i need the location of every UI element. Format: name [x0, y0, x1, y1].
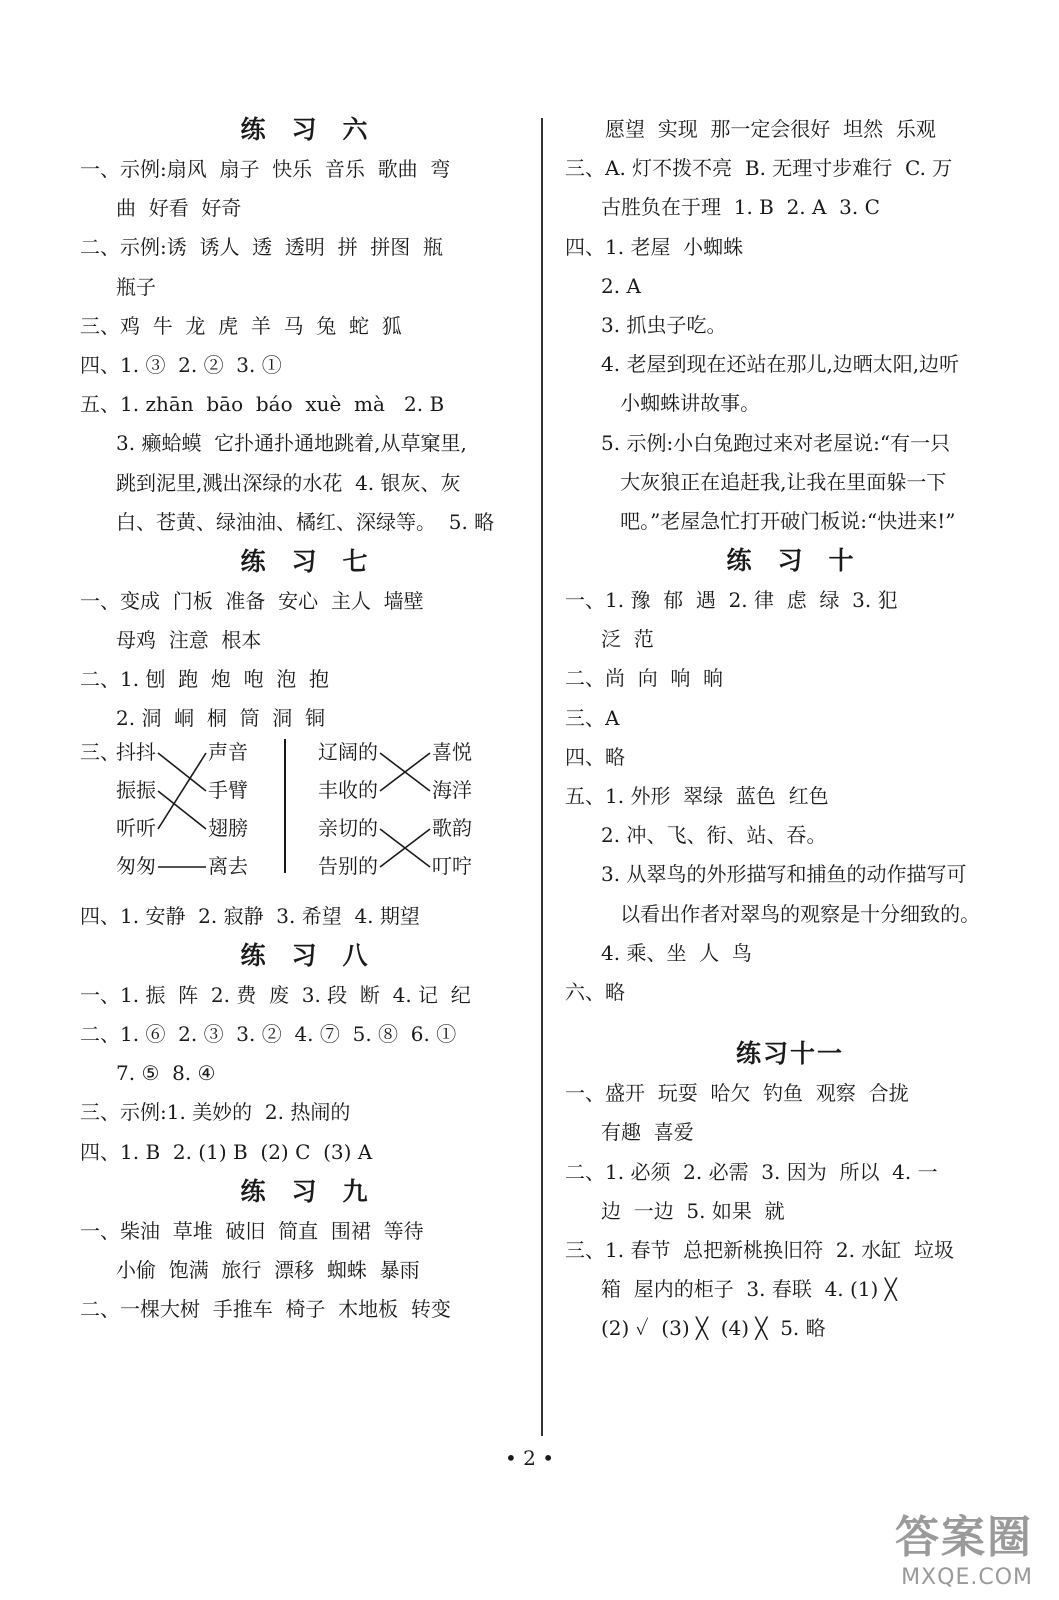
- matching-lines: [80, 739, 528, 897]
- match-line: [158, 753, 206, 791]
- match-target-left: 手臂: [208, 777, 248, 802]
- answer-line: 二、1. ⑥ 2. ③ 3. ② 4. ⑦ 5. ⑧ 6. ①: [80, 1022, 457, 1046]
- answer-line: 一、1. 豫 郁 遇 2. 律 虑 绿 3. 犯: [565, 588, 898, 613]
- answer-line: 三、鸡 牛 龙 虎 羊 马 兔 蛇 狐: [80, 313, 402, 338]
- answer-line: 三、A. 灯不拨不亮 B. 无理寸步难行 C. 万: [565, 156, 953, 181]
- column-divider: [541, 118, 543, 1436]
- answer-line: 一、1. 振 阵 2. 费 废 3. 段 断 4. 记 纪: [80, 982, 471, 1007]
- answer-line: 二、1. 必须 2. 必需 3. 因为 所以 4. 一: [565, 1159, 938, 1184]
- answer-line: 4. 老屋到现在还站在那儿,边晒太阳,边听: [601, 352, 960, 377]
- match-word-left: 听听: [116, 815, 156, 840]
- answer-line: 3. 抓虫子吃。: [601, 312, 727, 337]
- answer-line: 2. A: [601, 273, 641, 298]
- answer-line: 三、1. 春节 总把新桃换旧符 2. 水缸 垃圾: [565, 1237, 955, 1262]
- answer-line: 瓶子: [116, 274, 156, 299]
- matching-exercise: [80, 739, 528, 897]
- match-target-right: 海洋: [432, 777, 472, 802]
- answer-line: 跳到泥里,溅出深绿的水花 4. 银灰、灰: [116, 470, 461, 495]
- answer-line: 曲 好看 好奇: [116, 196, 242, 221]
- answer-line: (2) ✓ (3) ╳ (4) ╳ 5. 略: [601, 1316, 826, 1341]
- answer-line: 大灰狼正在追赶我,让我在里面躲一下: [601, 469, 947, 494]
- answer-line: 一、变成 门板 准备 安心 主人 墙壁: [80, 588, 424, 613]
- answer-line: 古胜负在于理 1. B 2. A 3. C: [601, 195, 880, 220]
- answer-line: 箱 屋内的柜子 3. 春联 4. (1) ╳: [601, 1277, 897, 1302]
- left-column: [80, 110, 528, 1329]
- answer-line: 3. 从翠鸟的外形描写和捕鱼的动作描写可: [601, 862, 967, 887]
- answer-line: 以看出作者对翠鸟的观察是十分细致的。: [601, 901, 981, 926]
- exercise-heading: 练习九: [240, 1176, 394, 1206]
- match-target-left: 翅膀: [208, 815, 248, 840]
- answer-line: 一、柴油 草堆 破旧 简直 围裙 等待: [80, 1218, 424, 1243]
- matching-label: 三、: [80, 739, 120, 764]
- answer-line: 五、1. 外形 翠绿 蓝色 红色: [565, 784, 829, 808]
- answer-line: 5. 示例:小白兔跑过来对老屋说:“有一只: [601, 430, 951, 455]
- answer-line: 六、略: [565, 979, 625, 1004]
- answer-line: 泛 范: [601, 627, 654, 652]
- match-word-left: 匆匆: [116, 853, 156, 878]
- watermark-title: 答案圈: [895, 1512, 1033, 1563]
- match-target-right: 歌韵: [432, 815, 472, 840]
- watermark-url: MXQE.COM: [901, 1565, 1033, 1590]
- exercise-heading: 练习六: [240, 115, 394, 144]
- answer-line: 一、示例:扇风 扇子 快乐 音乐 歌曲 弯: [80, 157, 451, 181]
- answer-line: 有趣 喜爱: [601, 1120, 694, 1145]
- match-target-right: 叮咛: [432, 853, 472, 878]
- answer-line: 愿望 实现 那一定会很好 坦然 乐观: [605, 117, 936, 141]
- answer-line: 三、示例:1. 美妙的 2. 热闹的: [80, 1100, 351, 1125]
- answer-line: 母鸡 注意 根本: [116, 628, 262, 653]
- answer-line: 4. 乘、坐 人 鸟: [601, 940, 752, 965]
- answer-line: 吧。”老屋急忙打开破门板说:“快进来!”: [601, 508, 956, 533]
- match-word-left: 抖抖: [116, 739, 156, 764]
- match-word-right: 亲切的: [318, 815, 378, 840]
- answer-line: 四、1. B 2. (1) B (2) C (3) A: [80, 1139, 373, 1164]
- page-number: • 2 •: [504, 1446, 555, 1470]
- answer-line: 2. 洞 峒 桐 筒 洞 铜: [116, 706, 326, 731]
- answer-line: 白、苍黄、绿油油、橘红、深绿等。 5. 略: [116, 509, 495, 534]
- answer-line: 三、A: [565, 705, 620, 730]
- answer-line: 小偷 饱满 旅行 漂移 蜘蛛 暴雨: [116, 1257, 420, 1282]
- answer-line: 小蜘蛛讲故事。: [601, 391, 761, 416]
- answer-line: 3. 癞蛤蟆 它扑通扑通地跳着,从草窠里,: [116, 431, 467, 456]
- right-column: [565, 110, 1015, 1348]
- exercise-heading: 练习八: [240, 940, 394, 970]
- answer-line: 2. 冲、飞、衔、站、吞。: [601, 823, 827, 848]
- match-line: [158, 753, 206, 829]
- match-target-right: 喜悦: [432, 739, 472, 764]
- answer-line: 四、略: [565, 744, 625, 769]
- answer-line: 二、一棵大树 手推车 椅子 木地板 转变: [80, 1297, 451, 1322]
- answer-line: 二、1. 刨 跑 炮 咆 泡 抱: [80, 667, 330, 692]
- answer-line: 四、1. ③ 2. ② 3. ①: [80, 352, 282, 377]
- answer-line: 五、1. zhān bāo báo xuè mà 2. B: [80, 392, 445, 417]
- match-word-right: 告别的: [318, 853, 378, 878]
- match-word-right: 丰收的: [318, 777, 378, 802]
- answer-line: 二、尚 向 响 晌: [565, 666, 724, 691]
- section-spacer: [565, 1012, 1015, 1034]
- answer-line: 一、盛开 玩耍 哈欠 钓鱼 观察 合拢: [565, 1081, 909, 1106]
- answer-line: 四、1. 老屋 小蜘蛛: [565, 234, 744, 259]
- match-line: [158, 791, 206, 829]
- match-target-left: 声音: [208, 739, 248, 764]
- exercise-heading: 练习十: [726, 546, 880, 576]
- answer-line: 四、1. 安静 2. 寂静 3. 希望 4. 期望: [80, 903, 420, 928]
- watermark-logo: [895, 1501, 1033, 1590]
- answer-line: 7. ⑤ 8. ④: [116, 1061, 216, 1086]
- answer-line: 边 一边 5. 如果 就: [601, 1198, 785, 1223]
- match-word-left: 振振: [116, 777, 156, 802]
- exercise-heading: 练习十一: [735, 1039, 844, 1069]
- exercise-heading: 练习七: [240, 546, 394, 576]
- answer-line: 二、示例:诱 诱人 透 透明 拼 拼图 瓶: [80, 235, 444, 260]
- match-target-left: 离去: [208, 853, 248, 878]
- match-word-right: 辽阔的: [318, 739, 378, 764]
